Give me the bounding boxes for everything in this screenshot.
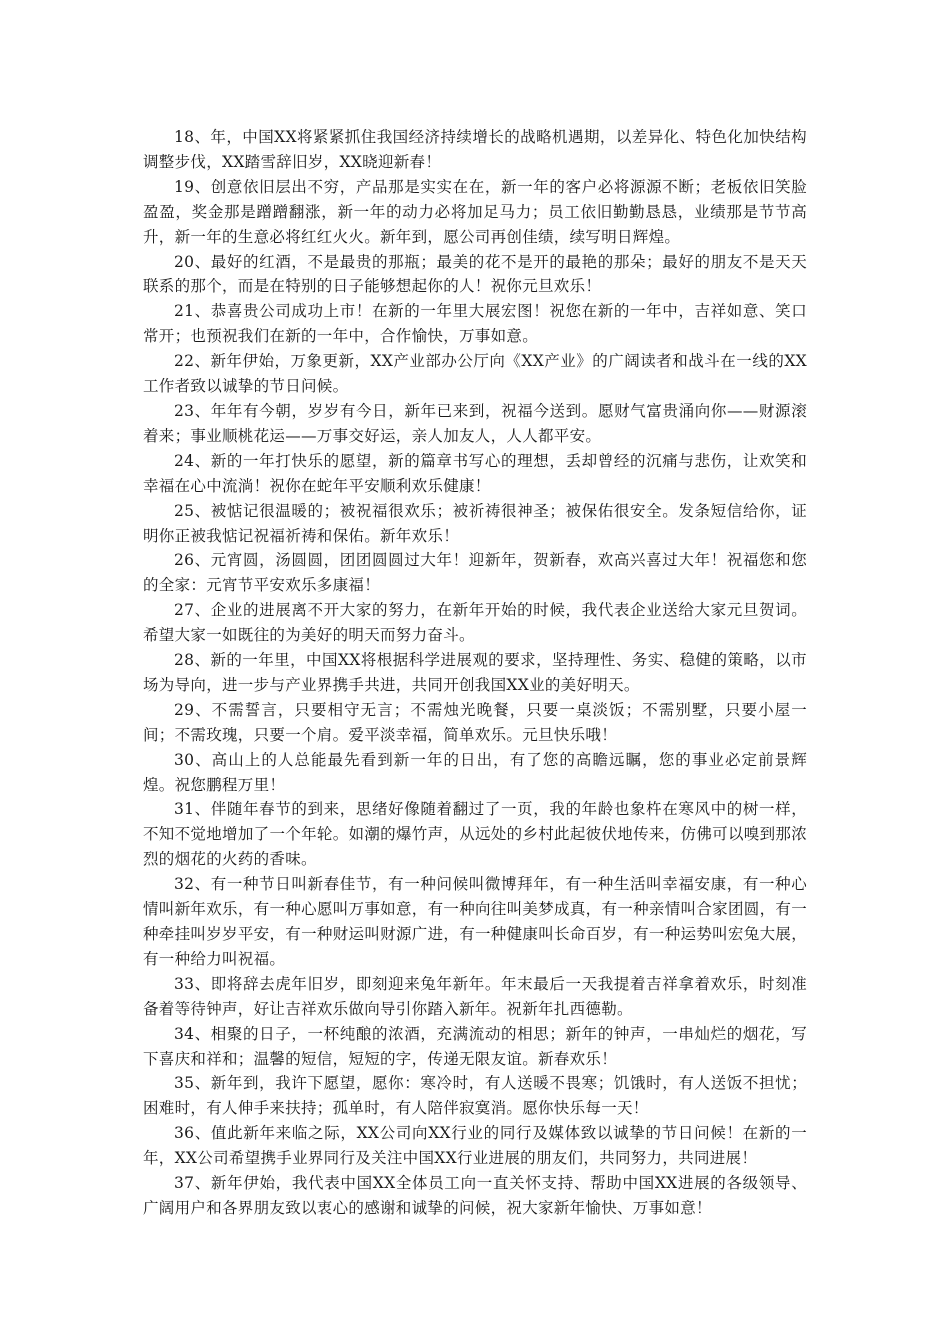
paragraph-21: 21、恭喜贵公司成功上市！在新的一年里大展宏图！祝您在新的一年中，吉祥如意、笑口常开；也预祝我们在新的一年中，合作愉快，万事如意。 [143,302,807,346]
paragraph-27: 27、企业的进展离不开大家的努力，在新年开始的时候，我代表企业送给大家元旦贺词。希望大家一如既往的为美好的明天而努力奋斗。 [143,601,807,645]
paragraph-33: 33、即将辞去虎年旧岁，即刻迎来兔年新年。年末最后一天我提着吉祥拿着欢乐，时刻准备着等待钟声，好让吉祥欢乐做向导引你踏入新年。祝新年扎西德勒。 [143,974,807,1018]
paragraph-31: 31、伴随年春节的到来，思绪好像随着翻过了一页，我的年龄也象杵在寒风中的树一样，不知不觉地增加了一个年轮。如潮的爆竹声，从远处的乡村此起彼伏地传来，仿佛可以嗅到那浓烈的烟花的火药的香味。 [143,800,807,869]
paragraph-30: 30、高山上的人总能最先看到新一年的日出，有了您的高瞻远瞩，您的事业必定前景辉煌。祝您鹏程万里！ [143,750,807,794]
paragraph-26: 26、元宵圆，汤圆圆，团团圆圆过大年！迎新年，贺新春，欢高兴喜过大年！祝福您和您的全家：元宵节平安欢乐多康福！ [143,551,807,595]
paragraph-28: 28、新的一年里，中国XX将根据科学进展观的要求，坚持理性、务实、稳健的策略，以市场为导向，进一步与产业界携手共进，共同开创我国XX业的美好明天。 [143,651,807,694]
paragraph-36: 36、值此新年来临之际，XX公司向XX行业的同行及媒体致以诚挚的节日问候！在新的一年，XX公司希望携手业界同行及关注中国XX行业进展的朋友们，共同努力，共同进展！ [143,1124,807,1168]
paragraph-20: 20、最好的红酒，不是最贵的那瓶；最美的花不是开的最艳的那朵；最好的朋友不是天天联系的那个，而是在特别的日子能够想起你的人！祝你元旦欢乐！ [143,252,807,296]
paragraph-22: 22、新年伊始，万象更新，XX产业部办公厅向《XX产业》的广阔读者和战斗在一线的XX工作者致以诚挚的节日问候。 [143,352,807,396]
paragraph-37: 37、新年伊始，我代表中国XX全体员工向一直关怀支持、帮助中国XX进展的各级领导、广阔用户和各界朋友致以衷心的感谢和诚挚的问候，祝大家新年愉快、万事如意！ [143,1174,807,1217]
paragraph-34: 34、相聚的日子，一杯纯酿的浓酒，充满流动的相思；新年的钟声，一串灿烂的烟花，写下喜庆和祥和；温馨的短信，短短的字，传递无限友谊。新春欢乐！ [143,1024,807,1068]
paragraph-18: 18、年，中国XX将紧紧抓住我国经济持续增长的战略机遇期，以差异化、特色化加快结构调整步伐，XX踏雪辞旧岁，XX晓迎新春！ [143,128,807,171]
paragraph-19: 19、创意依旧层出不穷，产品那是实实在在，新一年的客户必将源源不断；老板依旧笑脸盈盈，奖金那是蹭蹭翻涨，新一年的动力必将加足马力；员工依旧勤勤恳恳，业绩那是节节高升，新一年的生意必将红红火火。新年到，愿公司再创佳绩，续写明日辉煌。 [143,177,807,246]
document-body [143,125,807,1221]
paragraph-35: 35、新年到，我许下愿望，愿你：寒冷时，有人送暖不畏寒；饥饿时，有人送饭不担忧；困难时，有人伸手来扶持；孤单时，有人陪伴寂寞消。愿你快乐每一天！ [143,1074,807,1118]
paragraph-25: 25、被惦记很温暖的；被祝福很欢乐；被祈祷很神圣；被保佑很安全。发条短信给你，证明你正被我惦记祝福祈祷和保佑。新年欢乐！ [143,501,807,545]
paragraph-24: 24、新的一年打快乐的愿望，新的篇章书写心的理想，丢却曾经的沉痛与悲伤，让欢笑和幸福在心中流淌！祝你在蛇年平安顺利欢乐健康！ [143,451,807,495]
paragraph-32: 32、有一种节日叫新春佳节，有一种问候叫微博拜年，有一种生活叫幸福安康，有一种心情叫新年欢乐，有一种心愿叫万事如意，有一种向往叫美梦成真，有一种亲情叫合家团圆，有一种牵挂叫岁岁平安，有一种财运叫财源广进，有一种健康叫长命百岁，有一种运势叫宏兔大展，有一种给力叫祝福。 [143,875,807,968]
paragraph-23: 23、年年有今朝，岁岁有今日，新年已来到，祝福今送到。愿财气富贵涌向你——财源滚着来；事业顺桃花运——万事交好运，亲人加友人，人人都平安。 [143,401,807,445]
paragraph-29: 29、不需誓言，只要相守无言；不需烛光晚餐，只要一桌淡饭；不需别墅，只要小屋一间；不需玫瑰，只要一个肩。爱平淡幸福，简单欢乐。元旦快乐哦！ [143,700,807,744]
